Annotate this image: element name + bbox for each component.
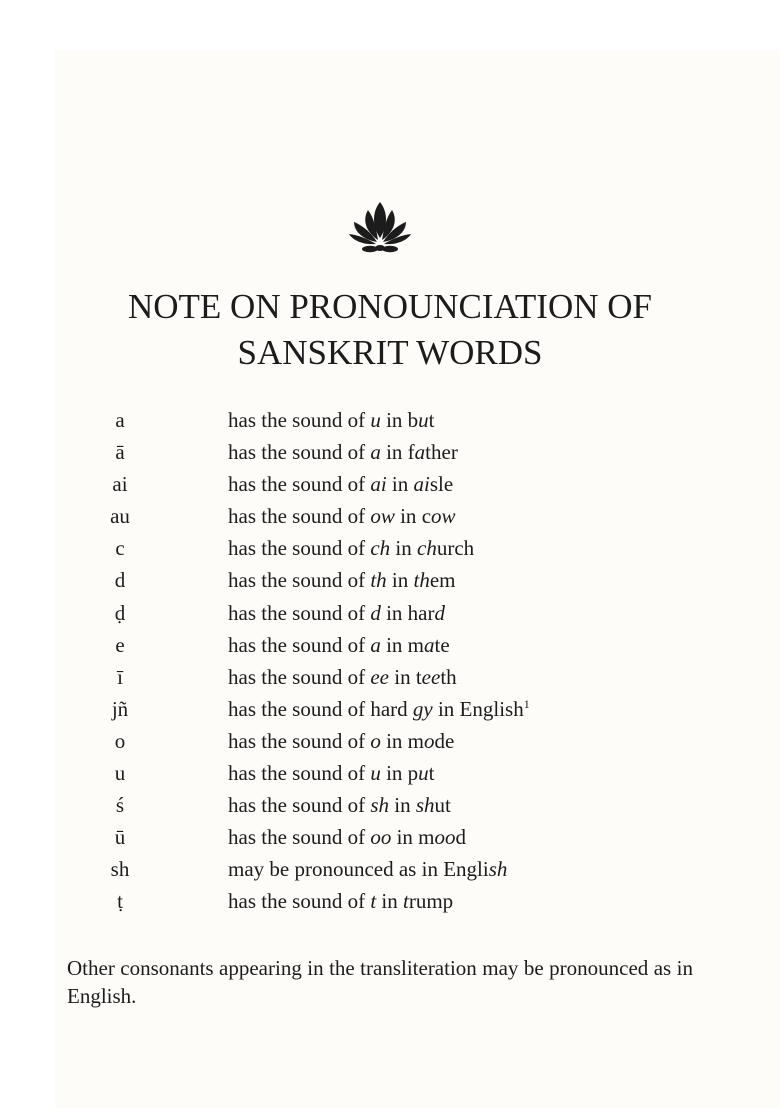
sound-example: ai bbox=[370, 472, 387, 497]
pronunciation-description bbox=[228, 404, 435, 436]
transliteration-letter: ā bbox=[115, 440, 125, 465]
sound-example: oo bbox=[370, 825, 392, 850]
sound-example: d bbox=[370, 600, 381, 625]
description-text: in bbox=[380, 632, 408, 657]
transliteration-letter: ṭ bbox=[117, 889, 123, 914]
description-text: in bbox=[380, 761, 408, 786]
pronunciation-description bbox=[228, 661, 457, 693]
pronunciation-description bbox=[228, 532, 474, 564]
sound-example: a bbox=[370, 440, 381, 465]
example-word-part: har bbox=[407, 600, 435, 625]
example-word-part: em bbox=[429, 568, 456, 593]
list-item bbox=[0, 500, 780, 532]
transliteration-letter: ū bbox=[114, 825, 126, 850]
sound-example: a bbox=[370, 632, 381, 657]
description-text: has the sound of hard bbox=[228, 696, 413, 721]
list-item bbox=[0, 468, 780, 500]
example-word-highlight: th bbox=[413, 568, 430, 593]
list-item bbox=[0, 629, 780, 661]
description-text: in bbox=[394, 504, 422, 529]
transliteration-letter: e bbox=[115, 632, 125, 657]
description-text: has the sound of bbox=[228, 728, 371, 753]
transliteration-letter: jñ bbox=[111, 696, 129, 721]
transliteration-letter: a bbox=[115, 408, 125, 432]
example-word-part: d bbox=[455, 825, 467, 850]
sound-example: u bbox=[370, 761, 381, 786]
description-text: has the sound of bbox=[228, 568, 371, 593]
sound-example: sh bbox=[370, 793, 390, 818]
example-word-highlight: ee bbox=[421, 664, 441, 689]
example-word-part: de bbox=[434, 728, 455, 753]
example-word-highlight: a bbox=[414, 440, 426, 465]
description-text: has the sound of bbox=[228, 889, 371, 914]
example-word-highlight: t bbox=[403, 889, 409, 914]
example-word-part: ther bbox=[425, 440, 458, 465]
description-text: has the sound of bbox=[228, 825, 371, 850]
example-word-highlight: ch bbox=[417, 536, 437, 561]
transliteration-letter: ī bbox=[117, 664, 123, 689]
description-text: in bbox=[388, 664, 416, 689]
list-item bbox=[0, 661, 780, 693]
description-text: in bbox=[386, 568, 414, 593]
example-word-part: t bbox=[415, 664, 422, 689]
example-word-part: te bbox=[434, 632, 450, 657]
list-item bbox=[0, 404, 780, 436]
description-text: in bbox=[386, 472, 414, 497]
list-item bbox=[0, 725, 780, 757]
description-text: in bbox=[390, 536, 417, 561]
description-text: has the sound of bbox=[228, 761, 371, 786]
description-text: has the sound of bbox=[228, 440, 371, 465]
list-item bbox=[0, 597, 780, 629]
example-word-part: p bbox=[407, 761, 419, 786]
transliteration-letter: sh bbox=[110, 857, 130, 882]
description-text: may be pronounced as in Engli bbox=[228, 857, 489, 882]
pronunciation-description bbox=[228, 629, 450, 661]
list-item bbox=[0, 532, 780, 564]
transliteration-letter: ai bbox=[112, 472, 128, 497]
example-word-part: m bbox=[407, 632, 425, 657]
pronunciation-description bbox=[228, 821, 466, 853]
sound-example: u bbox=[370, 408, 381, 432]
example-word-part: b bbox=[407, 408, 419, 432]
example-word-highlight: u bbox=[418, 408, 429, 432]
pronunciation-description bbox=[228, 885, 453, 917]
description-text: in English bbox=[432, 696, 524, 721]
example-word-highlight: ai bbox=[413, 472, 430, 497]
list-item bbox=[0, 693, 780, 725]
description-text: has the sound of bbox=[228, 664, 371, 689]
description-text: has the sound of bbox=[228, 472, 371, 497]
example-word-highlight: a bbox=[424, 632, 435, 657]
description-text: in bbox=[376, 889, 404, 914]
example-word-part: th bbox=[440, 664, 457, 689]
transliteration-letter: au bbox=[110, 504, 130, 529]
transliteration-letter: ḍ bbox=[114, 600, 126, 625]
list-item bbox=[0, 789, 780, 821]
pronunciation-description bbox=[228, 597, 445, 629]
sound-example: th bbox=[370, 568, 387, 593]
example-word-highlight: u bbox=[418, 761, 429, 786]
description-text: in bbox=[380, 440, 408, 465]
transliteration-letter: o bbox=[114, 728, 126, 753]
example-word-part: c bbox=[421, 504, 432, 529]
transliteration-letter: c bbox=[115, 536, 125, 561]
pronunciation-description bbox=[228, 757, 435, 789]
description-text: in bbox=[391, 825, 419, 850]
example-word-part: ut bbox=[434, 793, 451, 818]
sound-example: t bbox=[370, 889, 377, 914]
example-word-part: m bbox=[418, 825, 435, 850]
example-word-highlight: oo bbox=[434, 825, 456, 850]
example-word-highlight: ow bbox=[431, 504, 456, 529]
sound-example: o bbox=[370, 728, 381, 753]
description-text: in bbox=[389, 793, 416, 818]
example-word-highlight: o bbox=[424, 728, 435, 753]
transliteration-letter: u bbox=[114, 761, 126, 786]
page-title bbox=[0, 284, 780, 376]
list-item bbox=[0, 885, 780, 917]
pronunciation-description bbox=[228, 789, 451, 821]
description-text: has the sound of bbox=[228, 536, 371, 561]
pronunciation-description bbox=[228, 853, 507, 885]
title-line-1: NOTE ON PRONOUNCIATION OF bbox=[127, 287, 653, 326]
closing-note: Other consonants appearing in the transliteration may be pronounced as in English. bbox=[67, 956, 693, 1008]
description-text: in bbox=[380, 408, 408, 432]
example-word-highlight: d bbox=[434, 600, 445, 625]
example-word-part: m bbox=[407, 728, 425, 753]
list-item bbox=[0, 564, 780, 596]
sound-example: gy bbox=[412, 696, 433, 721]
sound-example: ch bbox=[370, 536, 391, 561]
description-text: in bbox=[380, 600, 408, 625]
example-word-part: t bbox=[428, 761, 435, 786]
example-word-part: t bbox=[428, 408, 435, 432]
sound-example: ow bbox=[370, 504, 395, 529]
example-word-part: rump bbox=[408, 889, 454, 914]
pronunciation-description bbox=[228, 725, 454, 757]
lotus-icon bbox=[348, 200, 412, 254]
list-item bbox=[0, 853, 780, 885]
description-text: has the sound of bbox=[228, 793, 371, 818]
description-text: has the sound of bbox=[228, 632, 371, 657]
list-item bbox=[0, 757, 780, 789]
sound-example: ee bbox=[370, 664, 389, 689]
list-item bbox=[0, 436, 780, 468]
example-word-part: f bbox=[407, 440, 415, 465]
pronunciation-list bbox=[0, 404, 780, 918]
pronunciation-description bbox=[228, 693, 530, 725]
title-line-2: SANSKRIT WORDS bbox=[237, 333, 543, 372]
description-text: has the sound of bbox=[228, 408, 371, 432]
description-text: in bbox=[380, 728, 408, 753]
transliteration-letter: d bbox=[114, 568, 126, 593]
pronunciation-description bbox=[228, 500, 456, 532]
footnote-marker: 1 bbox=[523, 696, 530, 711]
description-text: has the sound of bbox=[228, 504, 371, 529]
description-text: has the sound of bbox=[228, 600, 371, 625]
transliteration-letter: ś bbox=[115, 793, 125, 818]
example-word-highlight: sh bbox=[415, 793, 435, 818]
example-word-part: sle bbox=[429, 472, 454, 497]
pronunciation-description bbox=[228, 436, 458, 468]
list-item bbox=[0, 821, 780, 853]
example-word-part: urch bbox=[436, 536, 475, 561]
pronunciation-description bbox=[228, 468, 453, 500]
pronunciation-description bbox=[228, 564, 456, 596]
sound-example: sh bbox=[488, 857, 508, 882]
